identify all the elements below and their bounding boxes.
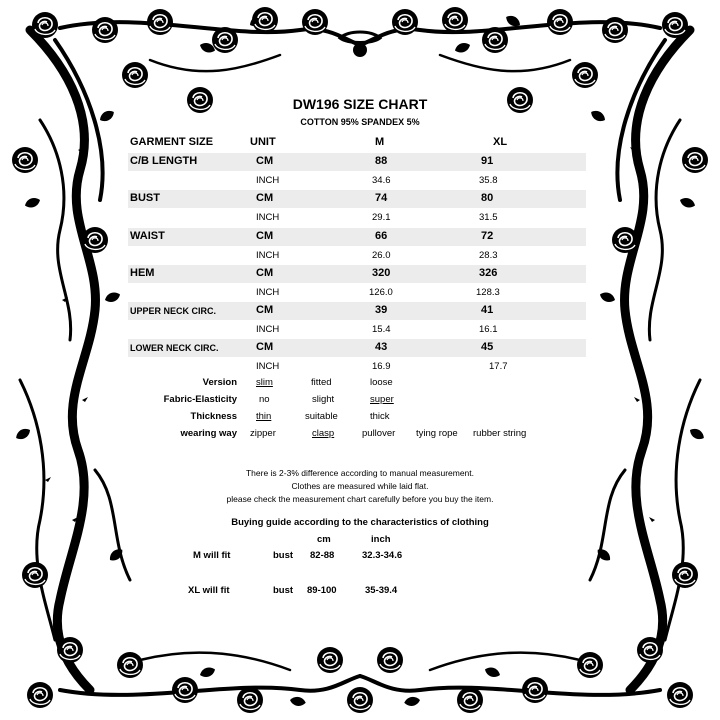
guide-row-size: XL will fit <box>188 585 230 596</box>
row-label: UPPER NECK CIRC. <box>130 306 217 316</box>
option-no: no <box>259 394 270 405</box>
row-unit: INCH <box>256 287 280 298</box>
option-rubber-string: rubber string <box>473 428 527 439</box>
row-label: C/B LENGTH <box>130 155 198 167</box>
header-garment-size: GARMENT SIZE <box>130 136 214 148</box>
row-label: LOWER NECK CIRC. <box>130 343 219 353</box>
row-label: BUST <box>130 192 160 204</box>
row-value-m: 39 <box>375 304 388 316</box>
row-value-m: 126.0 <box>369 287 393 298</box>
option-slim: slim <box>256 377 273 388</box>
row-value-xl: 91 <box>481 155 494 167</box>
row-value-xl: 80 <box>481 192 494 204</box>
table-row <box>128 171 586 189</box>
option-thin: thin <box>256 411 272 422</box>
note-measurement-difference: There is 2-3% difference according to manual measurement. <box>245 468 475 478</box>
guide-col-inch: inch <box>371 534 391 545</box>
row-value-xl: 16.1 <box>479 324 498 335</box>
chart-title: DW196 SIZE CHART <box>292 96 428 112</box>
guide-row-part: bust <box>273 550 294 561</box>
row-unit: INCH <box>256 212 280 223</box>
row-value-m: 26.0 <box>372 250 391 261</box>
table-row <box>128 283 586 301</box>
table-row <box>128 265 586 283</box>
thickness-label: Thickness <box>190 411 237 422</box>
row-value-xl: 31.5 <box>479 212 498 223</box>
row-value-xl: 45 <box>481 341 494 353</box>
table-row <box>128 228 586 246</box>
option-clasp: clasp <box>312 428 335 439</box>
option-thick: thick <box>370 411 390 422</box>
row-value-m: 15.4 <box>372 324 391 335</box>
row-value-m: 43 <box>375 341 388 353</box>
guide-row-inch: 32.3-34.6 <box>362 550 403 561</box>
row-unit: CM <box>256 267 274 279</box>
row-value-xl: 128.3 <box>476 287 500 298</box>
option-zipper: zipper <box>250 428 276 439</box>
option-pullover: pullover <box>362 428 396 439</box>
row-unit: INCH <box>256 250 280 261</box>
row-unit: CM <box>256 230 274 242</box>
row-value-m: 16.9 <box>372 361 391 372</box>
buying-guide-title: Buying guide according to the characteristics of clothing <box>231 517 489 528</box>
note-check-chart: please check the measurement chart carefully before you buy the item. <box>226 494 494 504</box>
row-value-xl: 72 <box>481 230 494 242</box>
option-slight: slight <box>312 394 335 405</box>
fabric-composition: COTTON 95% SPANDEX 5% <box>300 117 420 127</box>
option-super: super <box>370 394 394 405</box>
row-unit: INCH <box>256 175 280 186</box>
guide-row-inch: 35-39.4 <box>365 585 398 596</box>
table-row <box>128 190 586 208</box>
note-laid-flat: Clothes are measured while laid flat. <box>291 481 429 491</box>
row-value-xl: 28.3 <box>479 250 498 261</box>
row-label: HEM <box>130 267 155 279</box>
guide-col-cm: cm <box>317 534 331 545</box>
option-fitted: fitted <box>311 377 332 388</box>
row-unit: CM <box>256 192 274 204</box>
table-row <box>128 153 586 171</box>
row-value-m: 320 <box>372 267 391 279</box>
table-row <box>128 246 586 264</box>
row-value-xl: 326 <box>479 267 498 279</box>
wearing-way-label: wearing way <box>180 428 237 439</box>
table-row <box>128 339 586 357</box>
row-unit: CM <box>256 304 274 316</box>
guide-row-size: M will fit <box>193 550 231 561</box>
row-unit: INCH <box>256 324 280 335</box>
row-unit: CM <box>256 341 274 353</box>
row-value-xl: 41 <box>481 304 494 316</box>
option-loose: loose <box>370 377 393 388</box>
fabric-elasticity-label: Fabric-Elasticity <box>163 394 237 405</box>
guide-row-cm: 89-100 <box>307 585 337 596</box>
header-size-xl: XL <box>493 136 508 148</box>
option-suitable: suitable <box>305 411 338 422</box>
row-value-xl: 17.7 <box>489 361 508 372</box>
row-label: WAIST <box>130 230 165 242</box>
table-row <box>128 302 586 320</box>
header-size-m: M <box>375 136 385 148</box>
header-unit: UNIT <box>250 136 276 148</box>
row-value-m: 66 <box>375 230 388 242</box>
version-label: Version <box>202 377 237 388</box>
guide-row-cm: 82-88 <box>310 550 335 561</box>
table-row <box>128 208 586 226</box>
row-value-m: 34.6 <box>372 175 391 186</box>
row-unit: INCH <box>256 361 280 372</box>
table-row <box>128 320 586 338</box>
row-value-m: 88 <box>375 155 388 167</box>
guide-row-part: bust <box>273 585 294 596</box>
row-value-xl: 35.8 <box>479 175 498 186</box>
row-unit: CM <box>256 155 274 167</box>
table-row <box>128 357 586 375</box>
option-tying-rope: tying rope <box>416 428 458 439</box>
row-value-m: 74 <box>375 192 388 204</box>
row-value-m: 29.1 <box>372 212 391 223</box>
